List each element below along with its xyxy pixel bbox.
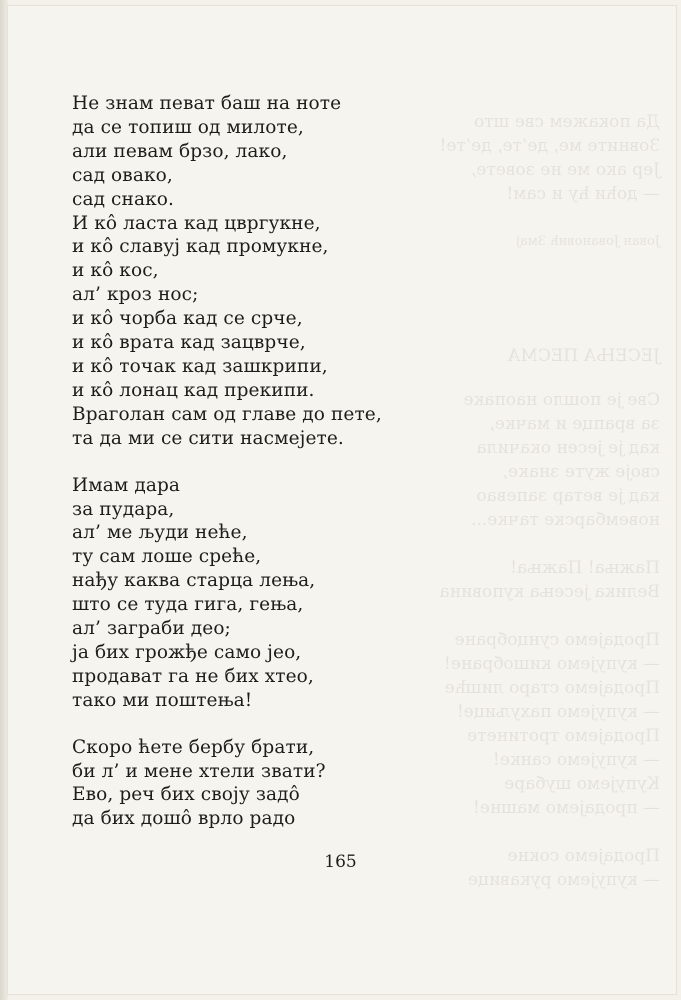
stanza-3 — [72, 736, 402, 832]
verse-line: ту сам лоше среће, — [72, 546, 262, 568]
verse-line: И кô ласта кад цвргукне, — [72, 212, 321, 234]
verse-line: ал’ ме људи неће, — [72, 522, 248, 544]
verse-line: ја бих грожђе само јео, — [72, 641, 302, 663]
verse-line: ал’ заграби део; — [72, 618, 231, 640]
verse-line: и кô чорба кад се срче, — [72, 308, 303, 330]
verse-line: сад овако, — [72, 164, 173, 186]
verse-line: да се топиш од милоте, — [72, 116, 304, 138]
stanza-1 — [72, 92, 402, 451]
verse-line: за пудара, — [72, 498, 175, 520]
verse-line: ал’ кроз нос; — [72, 284, 199, 306]
verse-line: нађу каква старца лења, — [72, 570, 316, 592]
verse-line: би л’ и мене хтели звати? — [72, 760, 326, 782]
verse-line: та да ми се сити насмејете. — [72, 427, 344, 449]
page-gutter — [0, 0, 8, 1000]
verse-line: Имам дара — [72, 474, 181, 496]
verse-line: Враголан сам од главе до пете, — [72, 403, 382, 425]
verse-line: Скоро ћете бербу брати, — [72, 736, 315, 758]
verse-line: и кô кос, — [72, 260, 159, 282]
verse-line: продават га не бих хтео, — [72, 665, 314, 687]
verse-line: да бих дошô врло радо — [72, 808, 296, 830]
verse-line: што се туда гига, гења, — [72, 594, 304, 616]
page-number: 165 — [324, 852, 357, 872]
verse-line: тако ми поштења! — [72, 689, 253, 711]
stanza-2 — [72, 474, 402, 713]
verse-line: и кô славуј кад промукне, — [72, 236, 329, 258]
verse-line: али певам брзо, лако, — [72, 140, 288, 162]
show-through-text: Да покажем све што Зовните ме, де’те, де’те! Јер ако ме не зовете, — доћи ћу и сам! Јован Јовановић Змај ЈЕСЕЊА ПЕСМА Све је пошло наопаке за врапце и мачке, кад је јесен окачила своје жуте знаке, кад је ветар запевао новембарске тачке... Пажња! Пажња! Велика јесења куповина Продајемо сунцобране — купујемо кишобране! Продајемо старо лишће — купујемо пахуљице! Продајемо тротинете — купујемо санке! Купујемо шубаре — продајемо машне! Продајемо сокне — купујемо рукавице — [439, 112, 660, 890]
verse-line: сад снако. — [72, 188, 174, 210]
verse-line: и кô лонац кад прекипи. — [72, 379, 315, 401]
verse-line: и кô врата кад зацврче, — [72, 332, 306, 354]
poem — [72, 92, 402, 831]
verse-line: Ево, реч бих своју задô — [72, 784, 300, 806]
verse-line: Не знам певат баш на ноте — [72, 93, 342, 114]
verse-line: и кô точак кад зашкрипи, — [72, 355, 328, 377]
